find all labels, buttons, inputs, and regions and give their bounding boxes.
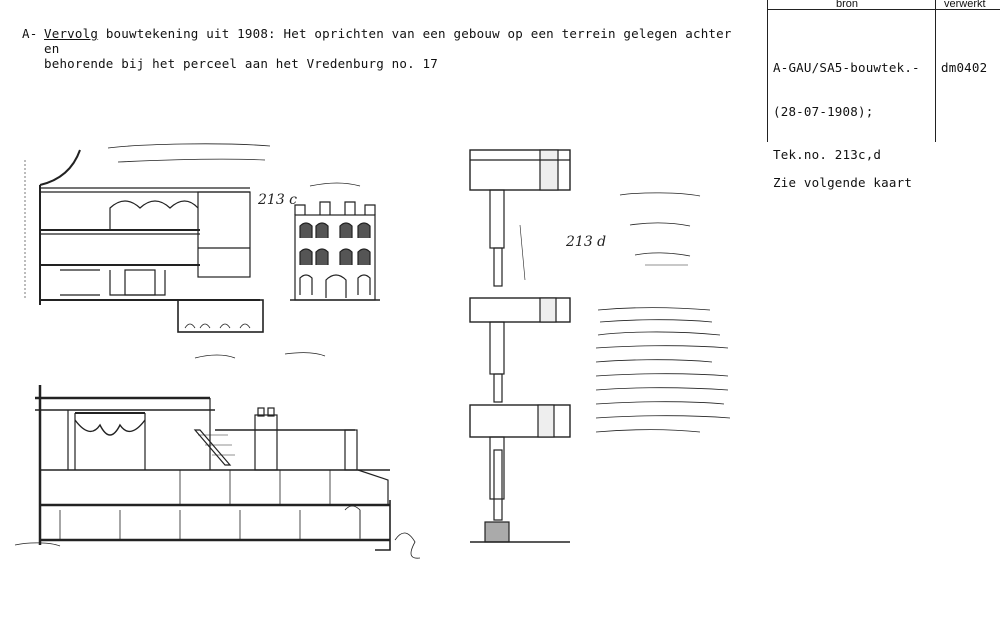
description-block (22, 26, 752, 71)
bron-header: bron (836, 0, 859, 10)
building-drawing (0, 130, 770, 580)
record-id: dm0402 (941, 60, 988, 75)
label-213d: 213 d (566, 234, 607, 250)
column-detail (470, 150, 700, 542)
description-underlined: Vervolg (44, 26, 99, 41)
facade-drawing (290, 183, 380, 300)
column-divider-right (935, 0, 936, 142)
label-213c: 213 c (258, 192, 298, 208)
verwerkt-header: verwerkt (944, 0, 986, 10)
column-divider-left (767, 0, 768, 142)
description-text: bouwtekening uit 1908: Het oprichten van een gebouw op een terrein gelegen achter en behorende bij het perceel aan het Vredenburg no. 17 (44, 26, 732, 71)
lower-left-section (15, 353, 420, 559)
source-reference (773, 32, 920, 177)
upper-left-section (25, 144, 270, 332)
description-prefix: A- (22, 26, 38, 41)
see-next-card-note: Zie volgende kaart (773, 175, 913, 190)
source-line: Tek.no. 213c,d (773, 147, 882, 162)
handwritten-notes (596, 308, 730, 432)
source-line: (28-07-1908); (773, 103, 874, 119)
source-line: A-GAU/SA5-bouwtek.- (773, 60, 920, 75)
